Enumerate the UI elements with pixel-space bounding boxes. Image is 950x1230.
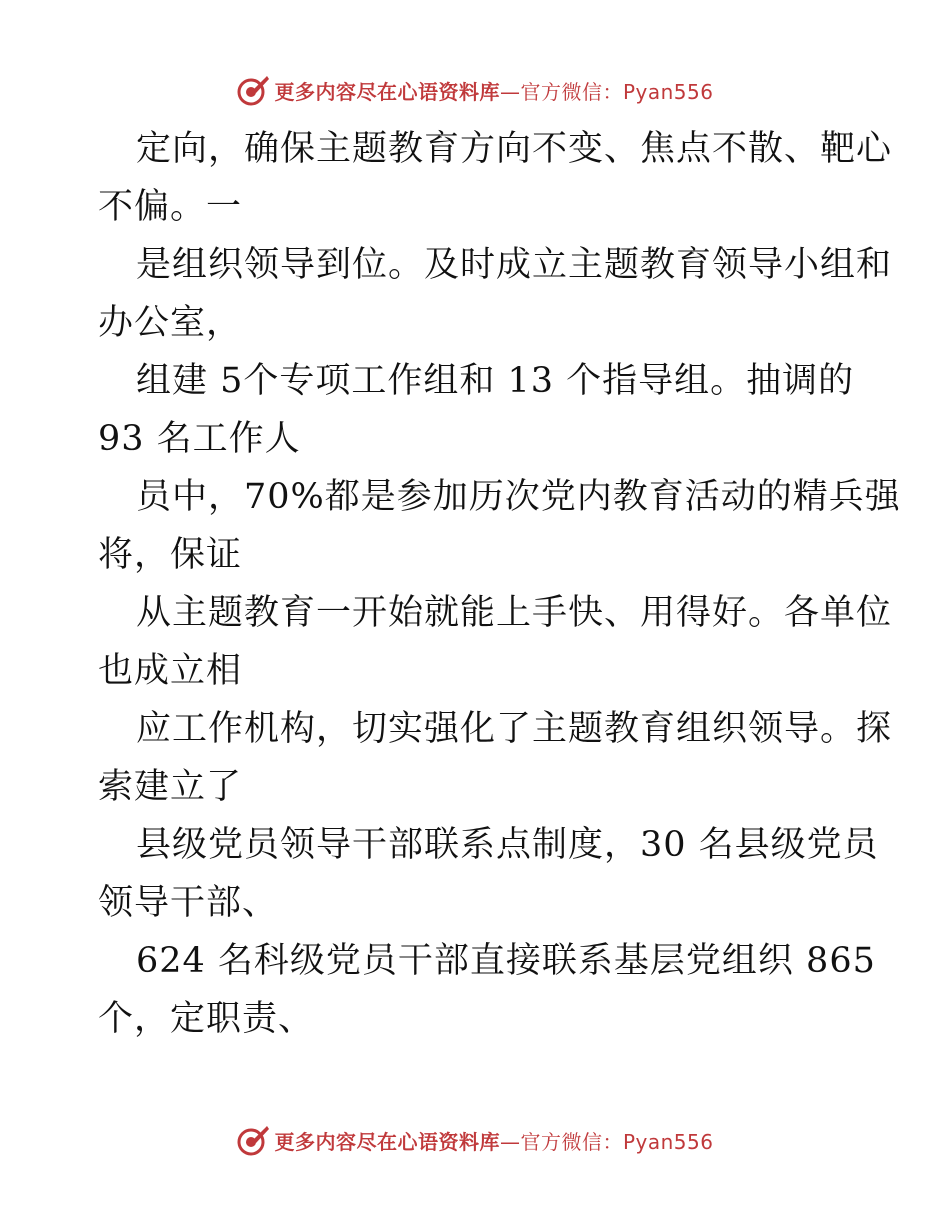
body-line: 是组织领导到位。及时成立主题教育领导小组和 [136, 245, 893, 285]
document-body [98, 120, 901, 1048]
body-line: 个，定职责、 [98, 999, 315, 1039]
header-wechat-id: —官方微信：Pyan556 [499, 79, 714, 104]
footer-banner-text [274, 1126, 713, 1155]
body-line: 定向，确保主题教育方向不变、焦点不散、靶心 [136, 129, 893, 169]
body-line: 县级党员领导干部联系点制度，30 名县级党员 [136, 825, 879, 865]
quill-pen-logo-icon [236, 1123, 270, 1157]
header-banner [0, 70, 950, 110]
body-line: 领导干部、 [98, 883, 279, 923]
body-line: 组建 5个专项工作组和 13 个指导组。抽调的 [136, 361, 855, 401]
footer-banner [0, 1120, 950, 1160]
body-line: 将，保证 [98, 535, 243, 575]
body-line: 从主题教育一开始就能上手快、用得好。各单位 [136, 593, 893, 633]
header-library-name: 更多内容尽在心语资料库 [274, 79, 500, 104]
body-line: 办公室， [98, 303, 243, 343]
body-line: 93 名工作人 [98, 419, 301, 459]
quill-pen-logo-icon [236, 73, 270, 107]
body-line: 员中，70%都是参加历次党内教育活动的精兵强 [136, 477, 901, 517]
header-banner-text [274, 76, 713, 105]
footer-wechat-id: —官方微信：Pyan556 [499, 1129, 714, 1154]
body-line: 索建立了 [98, 767, 243, 807]
body-line: 624 名科级党员干部直接联系基层党组织 865 [136, 941, 876, 981]
footer-library-name: 更多内容尽在心语资料库 [274, 1129, 500, 1154]
body-line: 也成立相 [98, 651, 243, 691]
body-line: 不偏。一 [98, 187, 243, 227]
body-line: 应工作机构，切实强化了主题教育组织领导。探 [136, 709, 893, 749]
